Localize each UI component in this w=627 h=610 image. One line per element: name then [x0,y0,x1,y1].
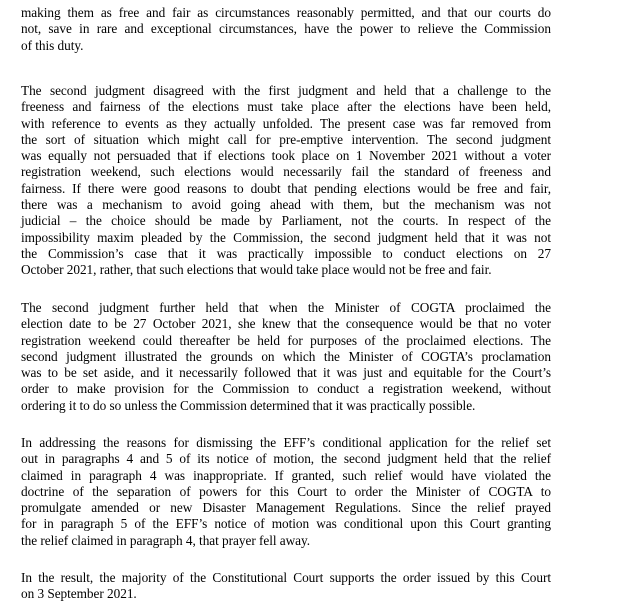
paragraph-4 [21,435,551,549]
text-line: fairness. If there were good reasons to doubt that pending elections would be free and fair, [21,180,551,196]
text-line: election date to be 27 October 2021, she knew that the consequence would be that no voter [21,316,551,332]
text-line: registration weekend could thereafter be held for purposes of the proclaimed elections. The [21,332,551,348]
text-line: claimed in paragraph 4 was inappropriate. If granted, such relief would have violated the [21,467,551,483]
text-line: impossibility maxim pleaded by the Commission, the second judgment held that it was not [21,229,551,245]
text-line: freeness and fairness of the elections must take place after the elections have been held, [21,99,551,115]
text-line: The second judgment disagreed with the first judgment and held that a challenge to the [21,83,551,98]
text-line: doctrine of the separation of powers for this Court to order the Minister of COGTA to [21,483,551,499]
text-line: judicial – the choice should be made by Parliament, not the courts. In respect of the [21,213,551,229]
text-line: The second judgment further held that when the Minister of COGTA proclaimed the [21,300,551,315]
text-line: was equally not persuaded that if elections took place on 1 November 2021 without a voter [21,148,551,164]
text-line: with reference to events as they actually unfolded. The present case was far removed from [21,115,551,131]
text-line: In addressing the reasons for dismissing the EFF’s conditional application for the relief set [21,435,551,450]
text-line: the relief claimed in paragraph 4, that prayer fell away. [21,532,311,548]
text-line: of this duty. [21,37,84,53]
paragraph-3 [21,300,551,414]
text-line: In the result, the majority of the Constitutional Court supports the order issued by this Court [21,570,551,585]
text-line: registration weekend, such elections would necessarily fail the standard of freeness and [21,164,551,180]
text-line: for in paragraph 5 of the EFF’s notice of motion was conditional upon this Court granting [21,516,551,532]
text-line: second judgment illustrated the grounds on which the Minister of COGTA’s proclamation [21,348,551,364]
text-line: was to be set aside, and it necessarily followed that it was just and equitable for the Court’s [21,365,551,381]
paragraph-2 [21,83,551,279]
paragraph-1 [21,5,551,54]
text-line: not, save in rare and exceptional circumstances, have the power to relieve the Commission [21,21,551,37]
text-line: October 2021, rather, that such elections that would take place would not be free and fair. [21,262,492,278]
text-line: the sort of situation which might call for pre-emptive intervention. The second judgment [21,131,551,147]
text-line: order to make provision for the Commission to conduct a registration weekend, without [21,381,551,397]
text-line: ordering it to do so unless the Commission determined that it was practically possible. [21,397,476,413]
text-line: making them as free and fair as circumstances reasonably permitted, and that our courts do [21,5,551,20]
text-line: promulgate amended or new Disaster Management Regulations. Since the relief prayed [21,500,551,516]
text-line: the Commission’s case that it was practically impossible to conduct elections on 27 [21,245,551,261]
text-line: on 3 September 2021. [21,586,137,602]
paragraph-5 [21,570,551,603]
text-line: there was a mechanism to avoid going ahead with them, but the mechanism was not [21,197,551,213]
text-line: out in paragraphs 4 and 5 of its notice of motion, the second judgment held that the relief [21,451,551,467]
